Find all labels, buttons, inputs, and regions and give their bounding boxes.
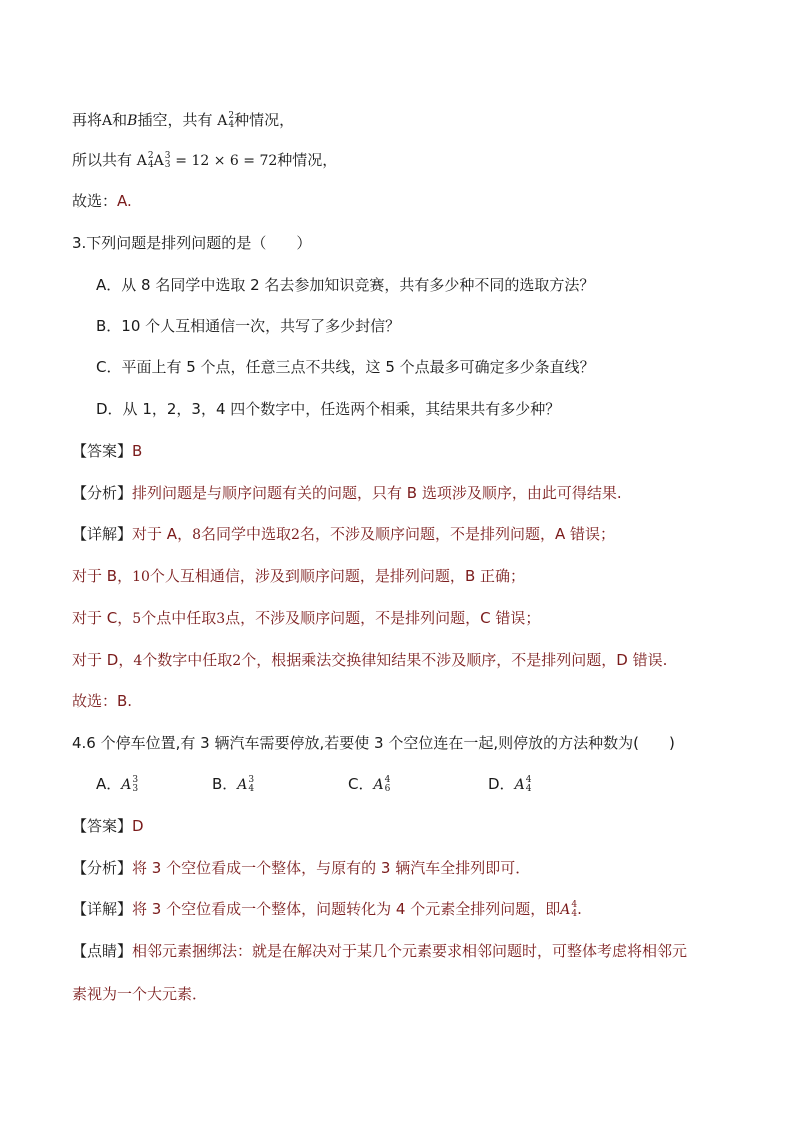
line-choose bbox=[72, 191, 132, 211]
equation: = 12 × 6 = 72 bbox=[175, 153, 278, 169]
analysis-tag: 【分析】 bbox=[72, 859, 133, 877]
q4-option-d: D．A 4 4 bbox=[488, 774, 532, 794]
answer-tag: 【答案】 bbox=[72, 817, 133, 835]
tip-tag: 【点睛】 bbox=[72, 942, 133, 960]
q4-option-c: C．A 4 6 bbox=[348, 774, 391, 794]
q4-detail: 【详解】将 3 个空位看成一个整体，问题转化为 4 个元素全排列问题，即A 4 4 . bbox=[72, 899, 582, 919]
math-a: A bbox=[102, 113, 113, 129]
q4-stem: 4.6 个停车位置,有 3 辆汽车需要停放,若要使 3 个空位连在一起,则停放的方法种数为( ) bbox=[72, 734, 675, 752]
answer-value: A. bbox=[117, 192, 132, 210]
perm-a33: A 3 3 bbox=[153, 150, 171, 170]
q4-option-a: A．A 3 3 bbox=[96, 774, 139, 794]
q3-detail-2: 对于 B，10个人互相通信，涉及到顺序问题，是排列问题，B 正确； bbox=[72, 567, 526, 585]
q4-tip-2: 素视为一个大元素． bbox=[72, 985, 208, 1003]
q3-detail-3: 对于 C，5个点中任取3点，不涉及顺序问题，不是排列问题，C 错误； bbox=[72, 609, 541, 627]
perm-a42: A 2 4 bbox=[217, 110, 235, 130]
perm-a44: A 4 4 bbox=[560, 899, 578, 919]
q3-option-c: C．平面上有 5 个点，任意三点不共线，这 5 个点最多可确定多少条直线？ bbox=[96, 358, 595, 376]
text: 所以共有 bbox=[72, 151, 133, 169]
answer-value: B bbox=[132, 442, 143, 460]
answer-tag: 【答案】 bbox=[72, 442, 133, 460]
line-insert-gaps bbox=[72, 110, 294, 131]
q3-detail-4: 对于 D，4个数字中任取2个，根据乘法交换律知结果不涉及顺序，不是排列问题，D 错误. bbox=[72, 651, 668, 669]
q3-detail-1: 【详解】对于 A，8名同学中选取2名，不涉及顺序问题，不是排列问题，A 错误； bbox=[72, 525, 615, 543]
text: 种情况， bbox=[234, 111, 295, 129]
q3-stem: 3.下列问题是排列问题的是（ ） bbox=[72, 234, 312, 252]
math-b: B bbox=[127, 113, 138, 129]
q4-analysis: 【分析】将 3 个空位看成一个整体，与原有的 3 辆汽车全排列即可． bbox=[72, 859, 531, 877]
q3-analysis: 【分析】排列问题是与顺序问题有关的问题，只有 B 选项涉及顺序，由此可得结果. bbox=[72, 484, 622, 502]
analysis-tag: 【分析】 bbox=[72, 484, 133, 502]
text: 插空，共有 bbox=[137, 111, 213, 129]
q4-answer bbox=[72, 816, 144, 836]
perm-a42: A 2 4 bbox=[136, 150, 154, 170]
text: 种情况， bbox=[277, 151, 338, 169]
q4-tip-1: 【点睛】相邻元素捆绑法：就是在解决对于某几个元素要求相邻问题时，可整体考虑将相邻元 bbox=[72, 942, 688, 960]
text: 故选： bbox=[72, 192, 118, 210]
text: 和 bbox=[112, 111, 128, 129]
q3-option-d: D．从 1，2，3，4 四个数字中，任选两个相乘，其结果共有多少种？ bbox=[96, 400, 561, 418]
q3-option-b: B．10 个人互相通信一次，共写了多少封信？ bbox=[96, 317, 401, 335]
line-total-count bbox=[72, 150, 337, 171]
q3-final: 故选：B. bbox=[72, 692, 133, 710]
detail-tag: 【详解】 bbox=[72, 900, 133, 918]
detail-tag: 【详解】 bbox=[72, 525, 133, 543]
text: 再将 bbox=[72, 111, 103, 129]
q3-answer bbox=[72, 441, 142, 461]
answer-value: D bbox=[132, 817, 144, 835]
q4-option-b: B．A 3 4 bbox=[212, 774, 255, 794]
q3-option-a: A．从 8 名同学中选取 2 名去参加知识竞赛，共有多少种不同的选取方法？ bbox=[96, 276, 595, 294]
